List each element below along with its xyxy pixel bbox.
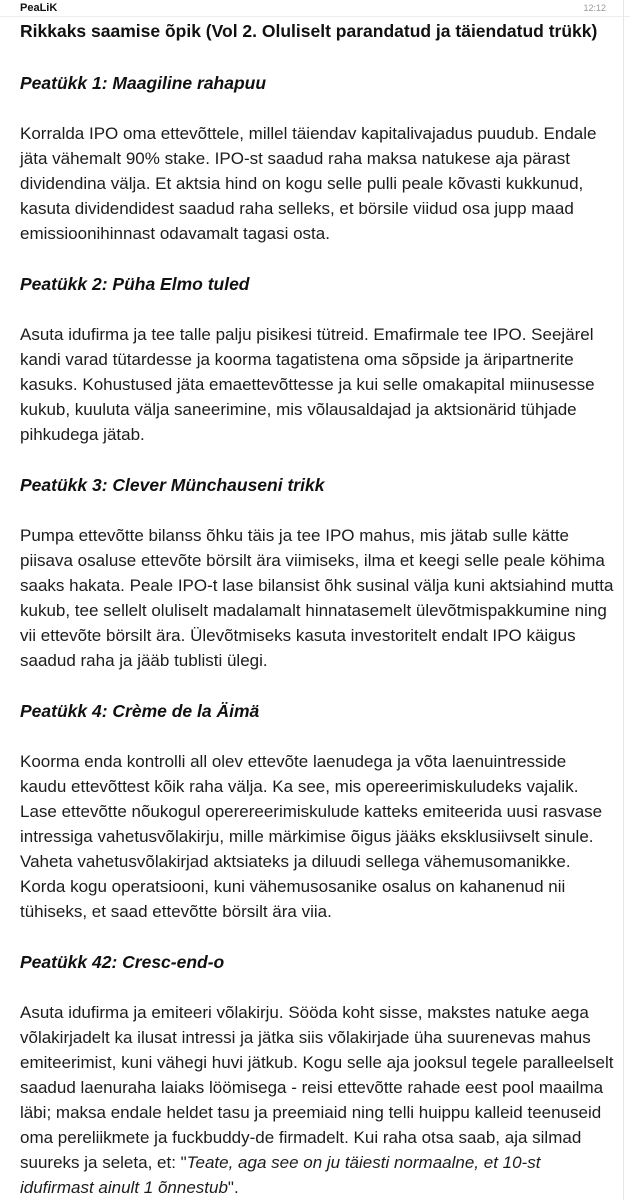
chapter-body: Korralda IPO oma ettevõttele, millel täiendav kapitalivajadus puudub. Endale jäta vähemalt 90% stake. IPO-st saadud raha maksa natukese aja pärast dividendina välja. Et aktsia hind on kogu selle pulli peale kõvasti kukkunud, kasuta dividendidest saadud raha selleks, et börsile viidud osa jupp maad emissioonihinnast odavamalt tagasi osta. <box>20 124 597 243</box>
chapter-4 <box>20 699 614 924</box>
post-time: 12:12 <box>583 3 606 13</box>
post-title: Rikkaks saamise õpik (Vol 2. Oluliselt parandatud ja täiendatud trükk) <box>20 21 598 41</box>
chapter-body: Koorma enda kontrolli all olev ettevõte laenudega ja võta laenuintresside kaudu ettevõttest kõik raha välja. Ka see, mis opereerimiskuludeks vajalik. Lase ettevõtte nõukogul operereerimiskulude katteks emiteerida uusi rasvase intressiga vahetusvõlakirju, mille märkimise õigus jääks eksklusiivselt sinule. Vaheta vahetusvõlakirjad aktsiateks ja diluudi sellega vähemusomanikke. Korda kogu operatsiooni, kuni vähemusosanike osalus on kahanenud nii tühiseks, et saad ettevõtte börsilt ära viia. <box>20 752 603 921</box>
chapter-body: Asuta idufirma ja tee talle palju pisikesi tütreid. Emafirmale tee IPO. Seejärel kandi varad tütardesse ja koorma tagatistena oma sõpside ja äripartnerite kasuks. Kohustused jäta emaettevõttesse ja kui selle omakapital miinusesse kukub, kuuluta välja saneerimine, mis võlausaldajad ja aktsionärid tühjade pihkudega jätab. <box>20 325 595 444</box>
chapter-body-end: ". <box>227 1178 239 1197</box>
chapter-title: Peatükk 4: Crème de la Äimä <box>20 701 260 721</box>
quoted-text: Teate, aga see on ju täiesti normaalne, et 10-st idufirmast ainult 1 õnnestub <box>20 1153 541 1197</box>
chapter-title: Peatükk 2: Püha Elmo tuled <box>20 274 250 294</box>
chapter-title: Peatükk 42: Cresc-end-o <box>20 952 225 972</box>
chapter-title: Peatükk 1: Maagiline rahapuu <box>20 73 267 93</box>
chapter-body <box>20 1000 614 1200</box>
chapter-2 <box>20 272 614 447</box>
post-header <box>0 0 630 17</box>
chapter-1 <box>20 71 614 246</box>
chapter-3 <box>20 473 614 673</box>
chapter-body: Pumpa ettevõtte bilanss õhku täis ja tee IPO mahus, mis jätab sulle kätte piisava osaluse ettevõte börsilt ära viimiseks, ilma et keegi selle peale köhima saaks hakata. Peale IPO-t lase bilansist õhk susinal välja kuni aktsiahind mutta kukub, tee sellelt oluliselt madalamalt hinnatasemelt ülevõtmispakkumine ning vii ettevõte börsilt ära. Ülevõtmiseks kasuta investoritelt endalt IPO käigus saadud raha ja jääb tublisti ülegi. <box>20 526 614 670</box>
chapter-body-text: Asuta idufirma ja emiteeri võlakirju. Sööda koht sisse, makstes natuke aega võlakirjadelt ka ilusat intressi ja jätka siis võlakirjade üha suurenevas mahus emiteerimist, kuni vähegi huvi jätkub. Kogu selle aja jooksul tegele paralleelselt saadud laenuraha laiaks löömisega - reisi ettevõtte rahade eest pool maailma läbi; maksa endale heldet tasu ja preemiaid ning telli huippu kalleid teenuseid oma pereliikmete ja fuckbuddy-de firmadelt. Kui raha otsa saab, aja silmad suureks ja seleta, et: " <box>20 1003 614 1172</box>
post-content <box>20 19 614 1200</box>
chapter-42 <box>20 950 614 1200</box>
divider <box>623 0 624 1200</box>
author-name[interactable]: PeaLiK <box>20 2 58 14</box>
chapter-title: Peatükk 3: Clever Münchauseni trikk <box>20 475 325 495</box>
